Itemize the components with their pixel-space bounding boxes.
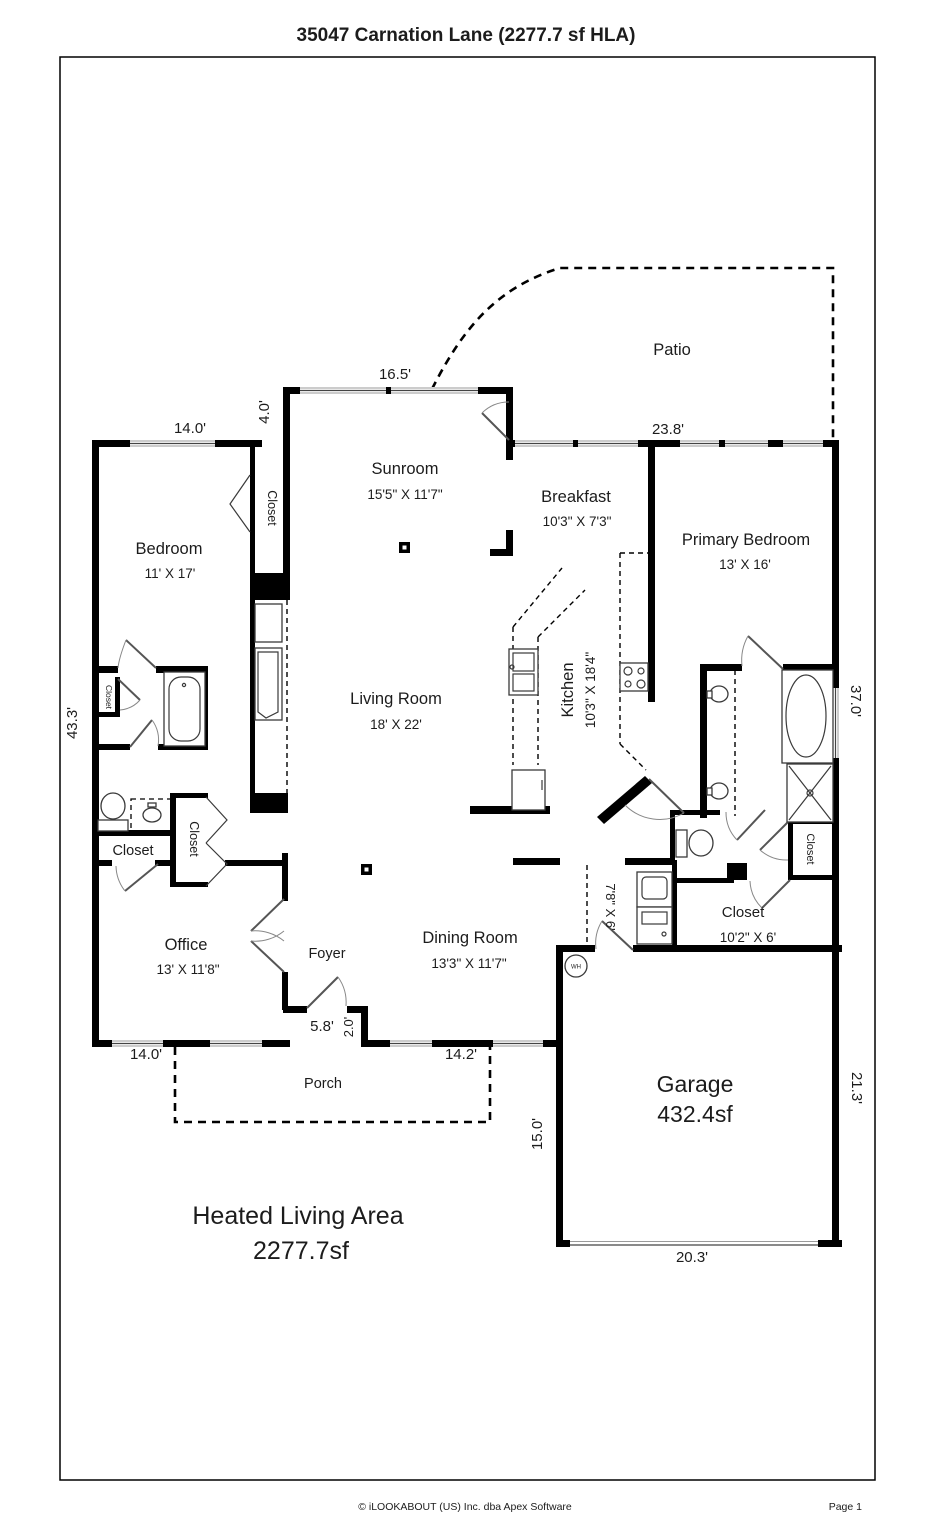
bath-closet-door (118, 679, 140, 710)
label-sunroom: Sunroom (371, 460, 439, 478)
dim-left-side: 43.3' (64, 706, 81, 740)
dim-bedroom-top: 14.0' (173, 420, 207, 437)
kitchen-sink (509, 649, 538, 695)
label-kitchen: Kitchen (559, 662, 577, 718)
dims-office: 13' X 11'8" (156, 962, 220, 977)
dim-office-bottom: 14.0' (129, 1046, 163, 1063)
window-bedroom (130, 440, 215, 447)
label-dining-room: Dining Room (422, 929, 518, 947)
page-title: 35047 Carnation Lane (2277.7 sf HLA) (296, 25, 636, 46)
heated-living-area-line1: Heated Living Area (192, 1202, 404, 1230)
column-foyer (361, 864, 372, 875)
office-double-doors (251, 899, 284, 972)
label-breakfast: Breakfast (541, 488, 611, 506)
dim-right-side: 37.0' (847, 684, 864, 718)
garden-tub (782, 670, 833, 763)
dim-garage-right: 21.3' (848, 1071, 865, 1105)
dims-bedroom: 11' X 17' (144, 566, 196, 581)
room-labels (104, 341, 816, 1127)
hall-toilet (98, 793, 128, 831)
label-closet-bath: Closet (104, 684, 114, 710)
water-heater (565, 955, 587, 977)
dim-dining-bottom: 14.2' (444, 1046, 478, 1063)
area-garage: 432.4sf (657, 1101, 733, 1127)
water-closet-door (726, 810, 765, 840)
hall-bath-door (130, 720, 159, 747)
window-primary-2 (783, 440, 823, 447)
label-closet-wide: Closet (112, 843, 154, 859)
primary-small-closet-door (760, 822, 788, 860)
dim-rear-right: 23.8' (651, 421, 685, 438)
window-dining-2 (493, 1040, 543, 1047)
dim-garage-bottom: 20.3' (675, 1249, 709, 1266)
water-heater-label: WH (571, 964, 581, 971)
window-office-2 (210, 1040, 262, 1047)
window-dining-1 (390, 1040, 432, 1047)
label-office: Office (164, 936, 208, 954)
hall-sink (143, 803, 161, 822)
patio-outline (432, 268, 833, 438)
primary-bath-door (742, 636, 783, 669)
plan-border (60, 57, 875, 1480)
dim-front-door: 5.8' (310, 1018, 334, 1035)
dims-dining-room: 13'3" X 11'7" (431, 956, 507, 971)
dim-garage-left: 15.0' (529, 1117, 546, 1151)
label-patio: Patio (653, 341, 691, 359)
footer-copyright: © iLOOKABOUT (US) Inc. dba Apex Software (358, 1501, 572, 1513)
wide-closet-door (116, 864, 158, 891)
label-foyer: Foyer (308, 946, 346, 962)
column-sunroom (399, 542, 410, 553)
dims-laundry: 7'8" X 6' (603, 883, 618, 931)
label-closet-primary-small: Closet (804, 833, 816, 865)
window-breakfast (515, 440, 638, 447)
hall-bathtub (164, 672, 205, 746)
summary-text (192, 1202, 403, 1265)
label-closet-primary-large: Closet (721, 904, 765, 921)
label-bedroom: Bedroom (135, 540, 203, 558)
dims-breakfast: 10'3" X 7'3" (542, 514, 612, 529)
pantry-cabinet (512, 770, 545, 810)
label-closet-tall: Closet (187, 821, 201, 857)
tall-closet-bifold (206, 797, 227, 886)
patio-door (482, 402, 509, 440)
primary-toilet (676, 830, 713, 857)
label-garage: Garage (656, 1071, 734, 1097)
dims-sunroom: 15'5" X 11'7" (367, 487, 443, 502)
dims-kitchen: 10'3" X 18'4" (583, 651, 598, 729)
primary-vanity-sinks (707, 686, 728, 799)
dims-closet-primary-large: 10'2" X 6' (719, 930, 777, 945)
bedroom-door (118, 640, 156, 668)
bedroom-closet-bifold (230, 475, 250, 532)
washer-dryer (637, 872, 672, 944)
doors (116, 402, 790, 1008)
dimension-labels (64, 366, 865, 1266)
label-living-room: Living Room (350, 690, 442, 708)
garage-door (570, 1240, 818, 1247)
shower (787, 764, 833, 822)
footer-page-number: Page 1 (828, 1501, 862, 1513)
label-closet-bedroom: Closet (265, 490, 279, 526)
window-primary-1 (680, 440, 768, 447)
dims-living-room: 18' X 22' (370, 717, 422, 732)
label-primary-bedroom: Primary Bedroom (681, 531, 811, 549)
label-porch: Porch (304, 1076, 342, 1092)
dim-sunroom-jog: 4.0' (256, 400, 273, 424)
front-door (307, 977, 346, 1008)
stove (620, 663, 648, 691)
dim-foyer-jog: 2.0' (341, 1016, 356, 1038)
heated-living-area-line2: 2277.7sf (253, 1237, 349, 1265)
builtin-cabinet (255, 604, 282, 720)
window-sunroom (300, 387, 478, 394)
dims-primary-bedroom: 13' X 16' (719, 557, 771, 572)
dim-sunroom-top: 16.5' (378, 366, 412, 383)
footer (358, 1501, 862, 1513)
